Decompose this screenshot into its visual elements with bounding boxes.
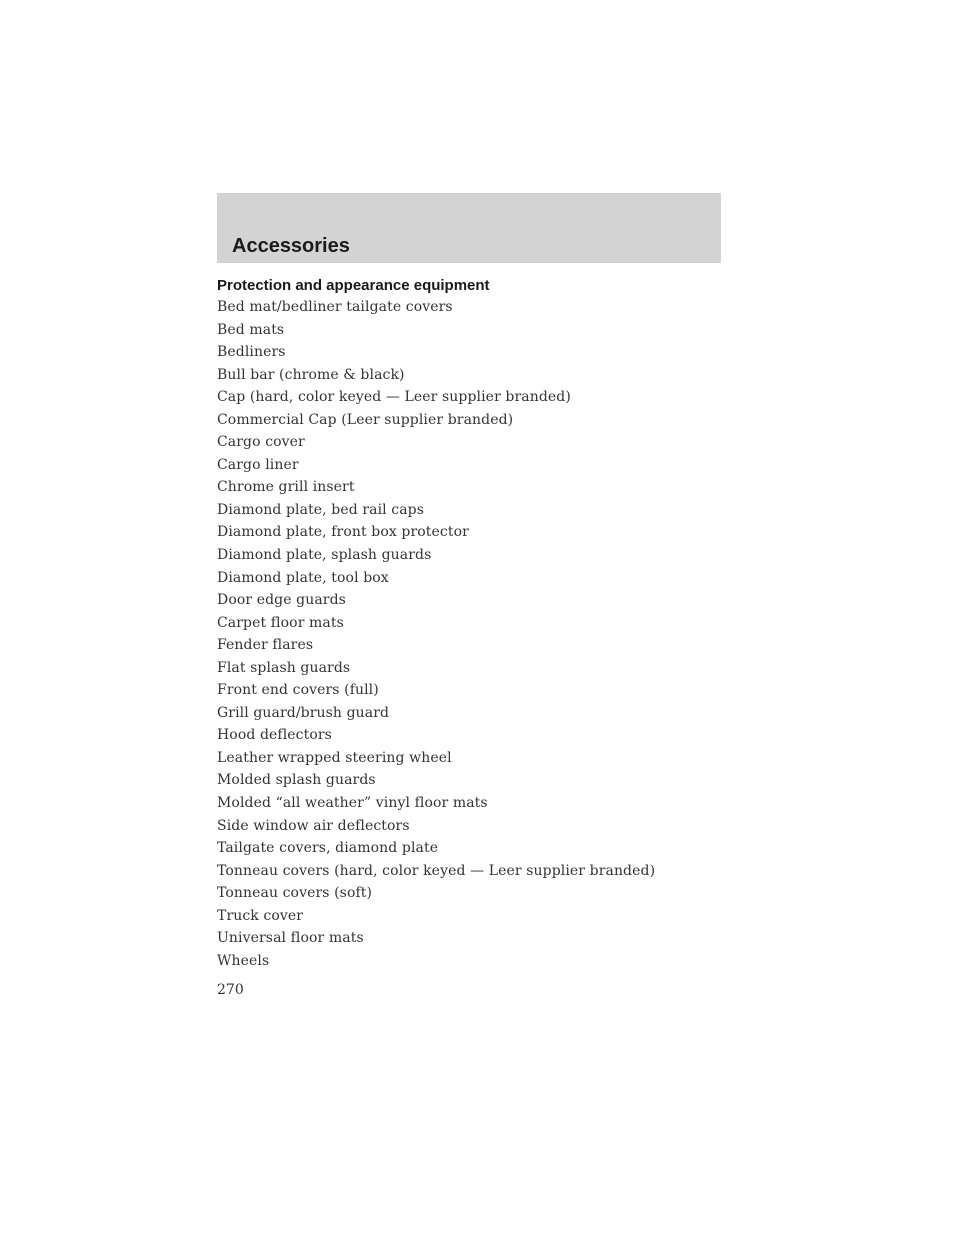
list-item: Diamond plate, tool box xyxy=(217,569,389,586)
list-item: Tonneau covers (soft) xyxy=(217,885,373,902)
list-item: Bedliners xyxy=(217,344,286,361)
list-item: Bull bar (chrome & black) xyxy=(217,366,405,383)
list-item: Leather wrapped steering wheel xyxy=(217,749,452,766)
list-item: Tailgate covers, diamond plate xyxy=(217,840,439,857)
accessory-list xyxy=(217,296,655,972)
list-item: Front end covers (full) xyxy=(217,682,379,699)
list-item: Cap (hard, color keyed — Leer supplier branded) xyxy=(217,389,571,406)
list-item: Commercial Cap (Leer supplier branded) xyxy=(217,411,514,428)
list-item: Diamond plate, front box protector xyxy=(217,524,469,541)
list-item: Bed mat/bedliner tailgate covers xyxy=(217,299,453,315)
page-number: 270 xyxy=(217,982,244,998)
list-item: Diamond plate, splash guards xyxy=(217,547,432,564)
section-header-band xyxy=(217,193,721,263)
list-item: Bed mats xyxy=(217,321,285,338)
subheading: Protection and appearance equipment xyxy=(217,277,490,294)
list-item: Side window air deflectors xyxy=(217,817,410,834)
list-item: Truck cover xyxy=(217,907,304,924)
list-item: Diamond plate, bed rail caps xyxy=(217,501,425,518)
list-item: Universal floor mats xyxy=(217,930,364,947)
list-item: Cargo liner xyxy=(217,456,299,473)
list-item: Flat splash guards xyxy=(217,659,351,676)
list-item: Molded “all weather” vinyl floor mats xyxy=(217,795,488,812)
list-item: Carpet floor mats xyxy=(217,614,344,631)
list-item: Molded splash guards xyxy=(217,772,376,789)
list-item: Cargo cover xyxy=(217,434,305,451)
section-title: Accessories xyxy=(232,235,350,257)
list-item: Fender flares xyxy=(217,637,314,654)
list-item: Hood deflectors xyxy=(217,727,332,744)
list-item: Tonneau covers (hard, color keyed — Leer supplier branded) xyxy=(217,862,656,879)
list-item: Chrome grill insert xyxy=(217,479,355,496)
list-item: Grill guard/brush guard xyxy=(217,704,390,721)
list-item: Wheels xyxy=(217,952,270,969)
list-item: Door edge guards xyxy=(217,592,346,609)
